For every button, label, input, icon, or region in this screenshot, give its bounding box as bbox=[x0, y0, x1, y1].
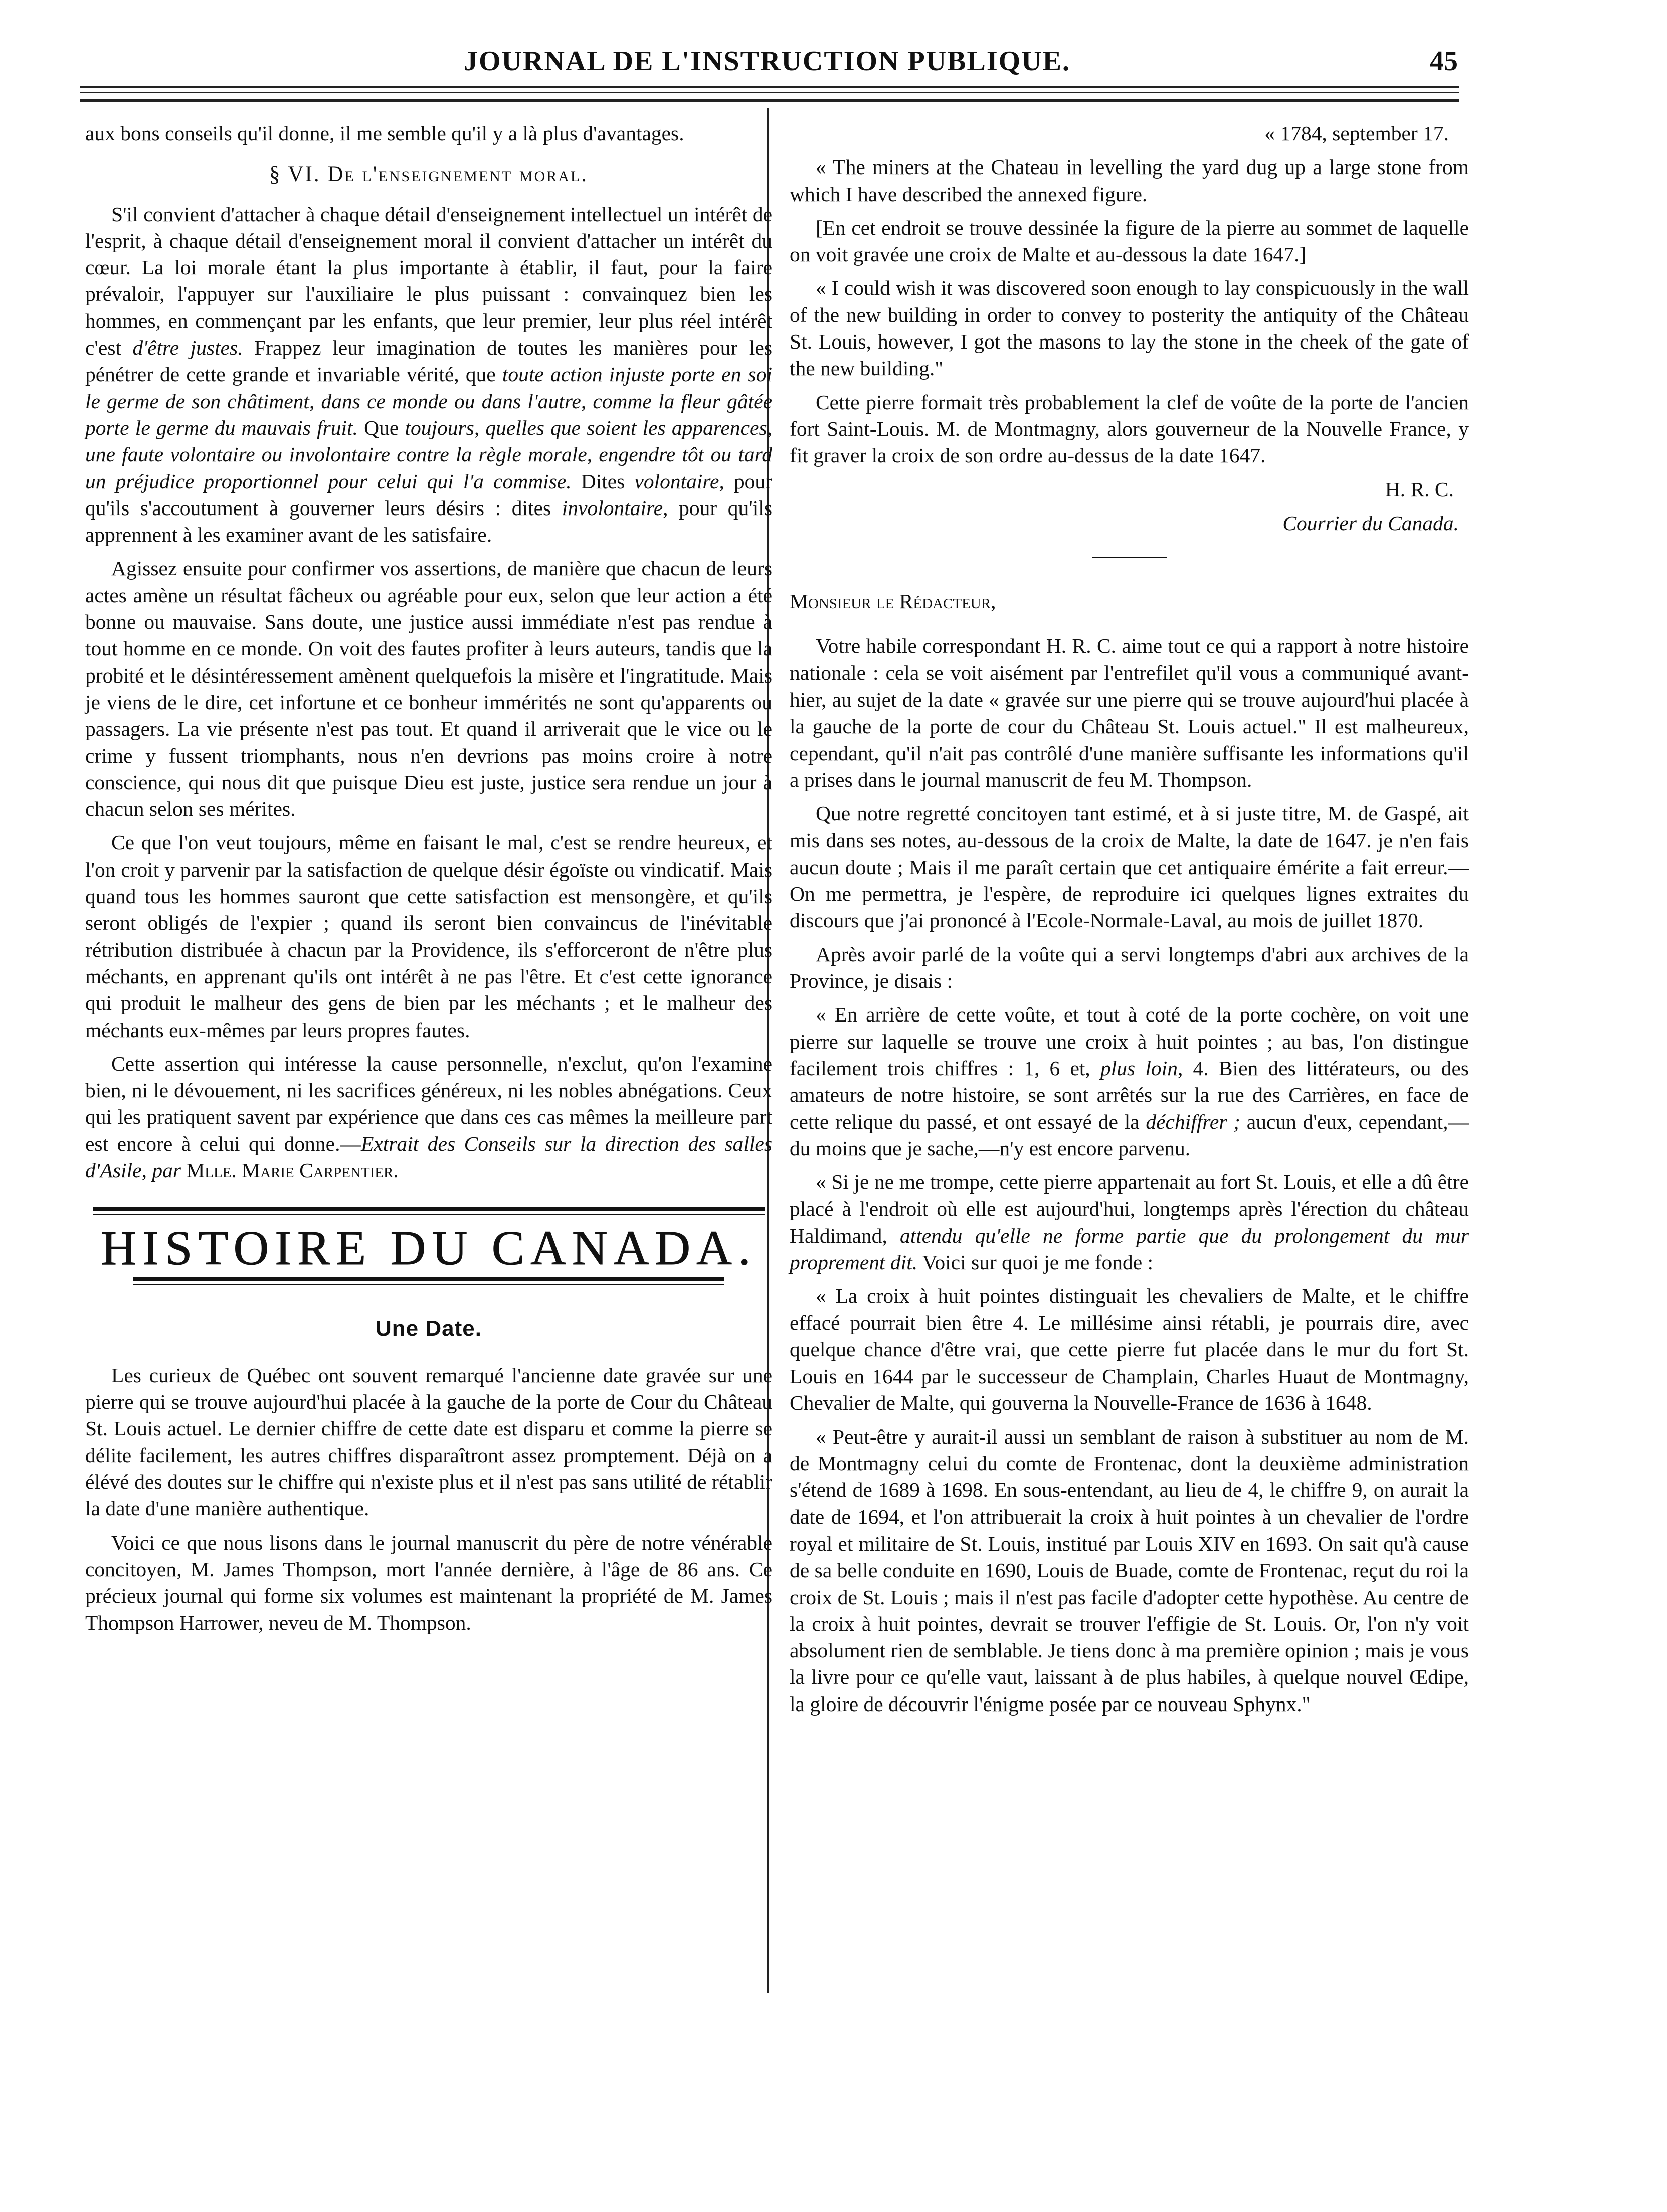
running-head bbox=[80, 45, 1458, 85]
right-column bbox=[790, 120, 1469, 1725]
quoted-paragraph: [En cet endroit se trouve dessinée la figure de la pierre au sommet de laquelle on voit gravée une croix de Malte et au-dessous la date 1647.] bbox=[790, 216, 1469, 266]
source-credit: Courrier du Canada. bbox=[1282, 511, 1459, 535]
article-paragraph: Agissez ensuite pour confirmer vos assertions, de manière que chacun de leurs actes amène un résultat fâcheux ou agréable pour eux, selon que leur action a été bonne ou mauvaise. Sans doute, une justice aussi immédiate n'est pas rendue à tout homme en ce monde. On voit des fautes profiter à leurs auteurs, tandis que la probité et le désintéressement amènent quelquefois la misère et l'ingratitude. Mais je viens de le dire, cet infortune et ce bonheur immérités ne sont qu'apparents ou passagers. La vie présente n'est pas tout. Et quand il arriverait que le vice ou le crime y fussent triomphants, nous n'en devrions pas moins croire à notre conscience, qui nous dit que puisque Dieu est juste, justice sera rendue un jour à chacun selon ses mérites. bbox=[85, 557, 772, 821]
quoted-paragraph: « Si je ne me trompe, cette pierre appartenait au fort St. Louis, et elle a dû être placé à l'endroit où elle est aujourd'hui, longtemps après l'érection du château Haldimand, attendu qu'elle ne forme partie que du prolongement du mur proprement dit. Voici sur quoi je me fonde : bbox=[790, 1170, 1469, 1274]
short-divider bbox=[1092, 557, 1167, 558]
article-paragraph: S'il convient d'attacher à chaque détail d'enseignement intellectuel un intérêt de l'esprit, à chaque détail d'enseignement moral il convient d'attacher un intérêt du cœur. La loi morale étant la plus importante à établir, il faut, pour la faire prévaloir, l'appuyer sur l'auxiliaire le plus puissant : convainquez bien les hommes, en commençant par les enfants, que leur premier, leur plus réel intérêt c'est d'être justes. Frappez leur imagination de toutes les manières pour les pénétrer de cette grande et invariable vérité, que toute action injuste porte en soi le germe de son châtiment, dans ce monde ou dans l'autre, comme la fleur gâtée porte le germe du mauvais fruit. Que toujours, quelles que soient les apparences, une faute volontaire ou involontaire contre la règle morale, engendre tôt ou tard un préjudice proportionnel pour celui qui l'a commise. Dites volontaire, pour qu'ils s'accoutument à gouverner leurs désirs : dites involontaire, pour qu'ils apprennent à les examiner avant de les satisfaire. bbox=[85, 202, 772, 547]
quoted-paragraph: « I could wish it was discovered soon enough to lay conspicuously in the wall of the new building in order to convey to posterity the antiquity of the Château St. Louis, however, I got the masons to lay the stone in the cheek of the gate of the new building." bbox=[790, 276, 1469, 380]
quoted-paragraph: « En arrière de cette voûte, et tout à coté de la porte cochère, on voit une pierre sur laquelle se trouve une croix à huit pointes ; au bas, l'on distingue facilement trois chiffres : 1, 6 et, plus loin, 4. Bien des littérateurs, ou des amateurs de notre histoire, se sont arrêtés sur la rue des Carrières, en face de cette relique du passé, et ont essayé de la déchiffrer ; aucun d'eux, cependant,—du moins que je sache,—n'y est encore parvenu. bbox=[790, 1003, 1469, 1160]
signature: H. R. C. bbox=[1385, 477, 1454, 501]
article-title: Une Date. bbox=[376, 1316, 482, 1341]
section-divider bbox=[133, 1277, 724, 1285]
quoted-paragraph: « Peut-être y aurait-il aussi un semblant de raison à substituer au nom de M. de Montmagny celui du comte de Frontenac, dont la deuxième administration s'étend de 1689 à 1698. En sous-entendant, au lieu de 4, le chiffre 9, on aurait la date de 1694, et l'on attribuerait la croix à huit pointes à un chevalier de l'ordre royal et militaire de St. Louis, institué par Louis XIV en 1693. On sait qu'à cause de sa belle conduite en 1690, Louis de Buade, comte de Frontenac, reçut du roi la croix de St. Louis ; mais il n'est pas facile d'adopter cette hypothèse. Au centre de la croix à huit pointes, devrait se trouver l'effigie de St. Louis. Or, l'on n'y voit absolument rien de semblable. Je tiens donc à ma première opinion ; mais je vous la livre pour ce qu'elle vaut, laissant à de plus habiles, à quelque nouvel Œdipe, la gloire de découvrir l'énigme posée par ce nouveau Sphynx." bbox=[790, 1425, 1469, 1716]
article-paragraph: Que notre regretté concitoyen tant estimé, et à si juste titre, M. de Gaspé, ait mis dans ses notes, au-dessous de la croix de Malte, la date de 1647. je n'en fais aucun doute ; Mais il me paraît certain que cet antiquaire émérite a fait erreur.—On me permettra, je l'espère, de reproduire ici quelques lignes extraites du discours que j'ai prononcé à l'Ecole-Normale-Laval, au mois de juillet 1870. bbox=[790, 802, 1469, 932]
section-heading: § VI. De l'enseignement moral. bbox=[269, 162, 589, 187]
article-paragraph: Ce que l'on veut toujours, même en faisant le mal, c'est se rendre heureux, et l'on croit y parvenir par la satisfaction de quelque désir égoïste ou vindicatif. Mais quand tous les hommes sauront que cette satisfaction est mensongère, et qu'ils seront obligés de l'expier ; quand ils seront bien convaincus de l'inévitable rétribution distribuée à chacun par la Providence, ils s'efforceront de n'être plus méchants, en apprenant qu'ils ont intérêt à ne pas l'être. Et c'est cette ignorance qui produit le malheur des gens de bien par les méchants ; et le malheur des méchants eux-mêmes par leurs propres fautes. bbox=[85, 831, 772, 1042]
article-paragraph: Votre habile correspondant H. R. C. aime tout ce qui a rapport à notre histoire nationale : cela se voit aisément par l'entrefilet qu'il vous a communiqué avant-hier, au sujet de la date « gravée sur une pierre qui se trouve aujourd'hui placée à la gauche de la porte de cour du Château St. Louis actuel." Il est malheureux, cependant, qu'il n'ait pas contrôlé d'une manière suffisante les informations qu'il a prises dans le journal manuscrit de feu M. Thompson. bbox=[790, 634, 1469, 791]
section-divider bbox=[93, 1207, 765, 1215]
page-number: 45 bbox=[1430, 46, 1458, 77]
quoted-paragraph: « The miners at the Chateau in levelling the yard dug up a large stone from which I have described the annexed figure. bbox=[790, 155, 1469, 206]
quoted-paragraph: « La croix à huit pointes distinguait les chevaliers de Malte, et le chiffre effacé pourrait bien être 4. Le millésime ainsi rétabli, je pourrais dire, avec quelque chance d'être vrai, que cette pierre fut placée dans le mur du fort St. Louis en 1644 par le successeur de Champlain, Charles Huaut de Montmagny, Chevalier de Malte, qui gouverna la Nouvelle-France de 1636 à 1648. bbox=[790, 1284, 1469, 1415]
header-rule bbox=[80, 86, 1459, 88]
article-paragraph: Voici ce que nous lisons dans le journal manuscrit du père de notre vénérable concitoyen, M. James Thompson, mort l'année dernière, à l'âge de 86 ans. Ce précieux journal qui forme six volumes est maintenant la propriété de M. James Thompson Harrower, neveu de M. Thompson. bbox=[85, 1530, 772, 1634]
article-paragraph: aux bons conseils qu'il donne, il me semble qu'il y a là plus d'avantages. bbox=[85, 122, 684, 145]
journal-entry-date: « 1784, september 17. bbox=[1264, 122, 1449, 145]
left-column bbox=[85, 120, 772, 1643]
journal-title: JOURNAL DE L'INSTRUCTION PUBLIQUE. bbox=[464, 46, 1070, 77]
article-paragraph: Cette assertion qui intéresse la cause personnelle, n'exclut, qu'on l'examine bien, ni le dévouement, ni les sacrifices généreux, ni les nobles abnégations. Ceux qui les pratiquent savent par expérience que dans ces cas mêmes la meilleure part est encore à celui qui donne.—Extrait des Conseils sur la direction des salles d'Asile, par Mlle. Marie Carpentier. bbox=[85, 1052, 772, 1182]
section-title: HISTOIRE DU CANADA. bbox=[101, 1221, 757, 1276]
article-paragraph: Cette pierre formait très probablement la clef de voûte de la porte de l'ancien fort Saint-Louis. M. de Montmagny, alors gouverneur de la Nouvelle France, y fit graver la croix de son ordre au-dessus de la date 1647. bbox=[790, 390, 1469, 467]
header-rule bbox=[80, 99, 1459, 102]
article-paragraph: Après avoir parlé de la voûte qui a servi longtemps d'abri aux archives de la Province, je disais : bbox=[790, 942, 1469, 993]
article-paragraph: Les curieux de Québec ont souvent remarqué l'ancienne date gravée sur une pierre qui se trouve aujourd'hui placée à la gauche de la porte de Cour du Château St. Louis actuel. Le dernier chiffre de cette date est disparu et comme la pierre se délite facilement, les autres chiffres disparaîtront assez promptement. Déjà on a élévé des doutes sur le chiffre qui n'existe plus et il n'est pas sans utilité de rétablir la date d'une manière authentique. bbox=[85, 1363, 772, 1520]
header-rule bbox=[80, 92, 1459, 93]
salutation: Monsieur le Rédacteur, bbox=[790, 590, 996, 613]
